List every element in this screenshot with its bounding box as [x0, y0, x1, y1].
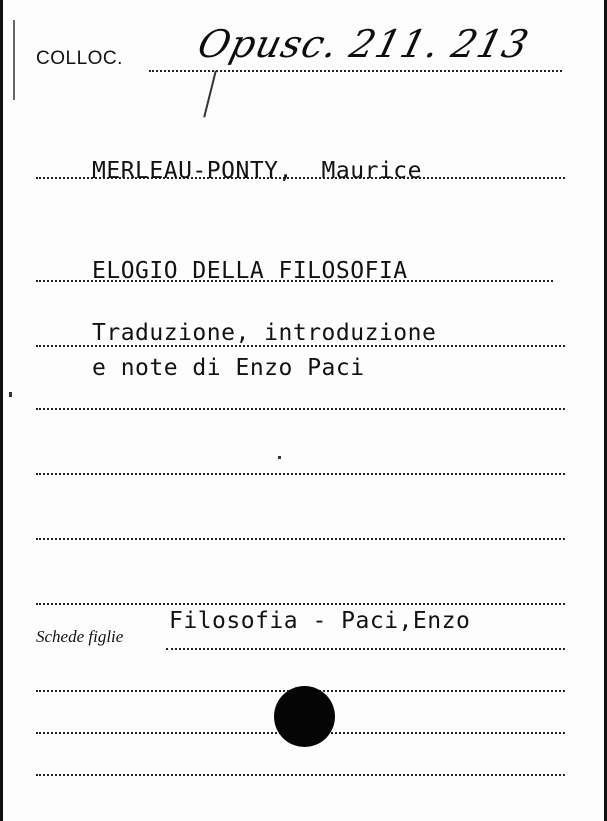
colloc-label: COLLOC. — [36, 48, 123, 69]
schede-label: Schede figlie — [36, 627, 124, 646]
empty-dotted-line — [36, 473, 565, 475]
scan-speck — [9, 392, 12, 397]
author-name: MERLEAU-PONTY, Maurice — [92, 158, 422, 184]
edge-mark — [13, 20, 15, 100]
note-line-2: e note di Enzo Paci — [92, 355, 365, 381]
schede-value: Filosofia - Paci,Enzo — [169, 608, 471, 634]
book-title: ELOGIO DELLA FILOSOFIA — [92, 258, 408, 284]
colloc-dotted-line — [149, 70, 562, 72]
empty-dotted-line — [36, 774, 565, 776]
punch-hole — [274, 686, 335, 747]
empty-dotted-line — [36, 603, 565, 605]
handwriting-stroke — [203, 70, 217, 117]
scan-speck — [278, 456, 281, 459]
empty-dotted-line — [36, 408, 565, 410]
schede-dotted-line — [166, 648, 565, 650]
colloc-handwritten-value: Opusc. 211. 213 — [193, 22, 534, 66]
empty-dotted-line — [36, 538, 565, 540]
note-line-1: Traduzione, introduzione — [92, 320, 437, 346]
